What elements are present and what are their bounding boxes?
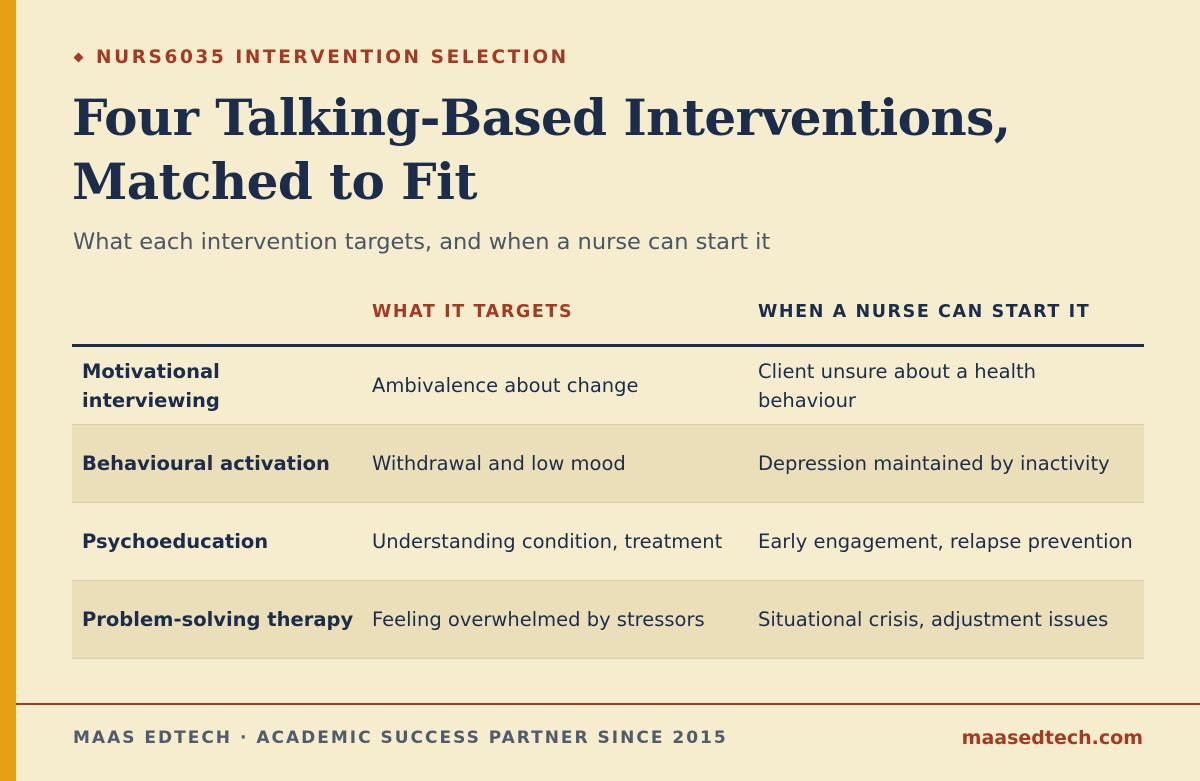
intervention-targets: Withdrawal and low mood [372,452,626,475]
accent-bar [0,0,16,781]
intervention-start: Situational crisis, adjustment issues [758,608,1109,631]
footer-divider [16,703,1200,705]
intervention-targets: Ambivalence about change [372,374,639,397]
intervention-name: Motivational interviewing [82,359,220,412]
title-line-1: Four Talking-Based Interventions, [72,88,1011,147]
intervention-targets: Understanding condition, treatment [372,530,723,553]
intervention-start: Early engagement, relapse prevention [758,530,1133,553]
diamond-bullet-icon [74,52,84,62]
intervention-name: Problem-solving therapy [82,608,354,631]
title-line-2: Matched to Fit [72,152,477,211]
intervention-name: Psychoeducation [82,530,269,553]
table-row [72,581,1144,659]
eyebrow [73,46,569,68]
table-row [72,503,1144,581]
intervention-start: Client unsure about a health behaviour [758,359,1037,412]
footer-brand-tagline: MAAS EDTECH · ACADEMIC SUCCESS PARTNER SINCE 2015 [73,728,728,748]
eyebrow-text: NURS6035 INTERVENTION SELECTION [96,46,569,68]
footer-website-link[interactable]: maasedtech.com [961,727,1143,749]
intervention-start: Depression maintained by inactivity [758,452,1110,475]
interventions-table [72,290,1144,659]
intervention-name: Behavioural activation [82,452,330,475]
table-header [72,290,1144,347]
column-header-start: WHEN A NURSE CAN START IT [758,302,1091,322]
column-header-targets: WHAT IT TARGETS [372,302,574,322]
intervention-targets: Feeling overwhelmed by stressors [372,608,705,631]
table-row [72,347,1144,425]
page-title [72,86,1072,214]
table-row [72,425,1144,503]
page-subtitle: What each intervention targets, and when a nurse can start it [73,229,771,255]
